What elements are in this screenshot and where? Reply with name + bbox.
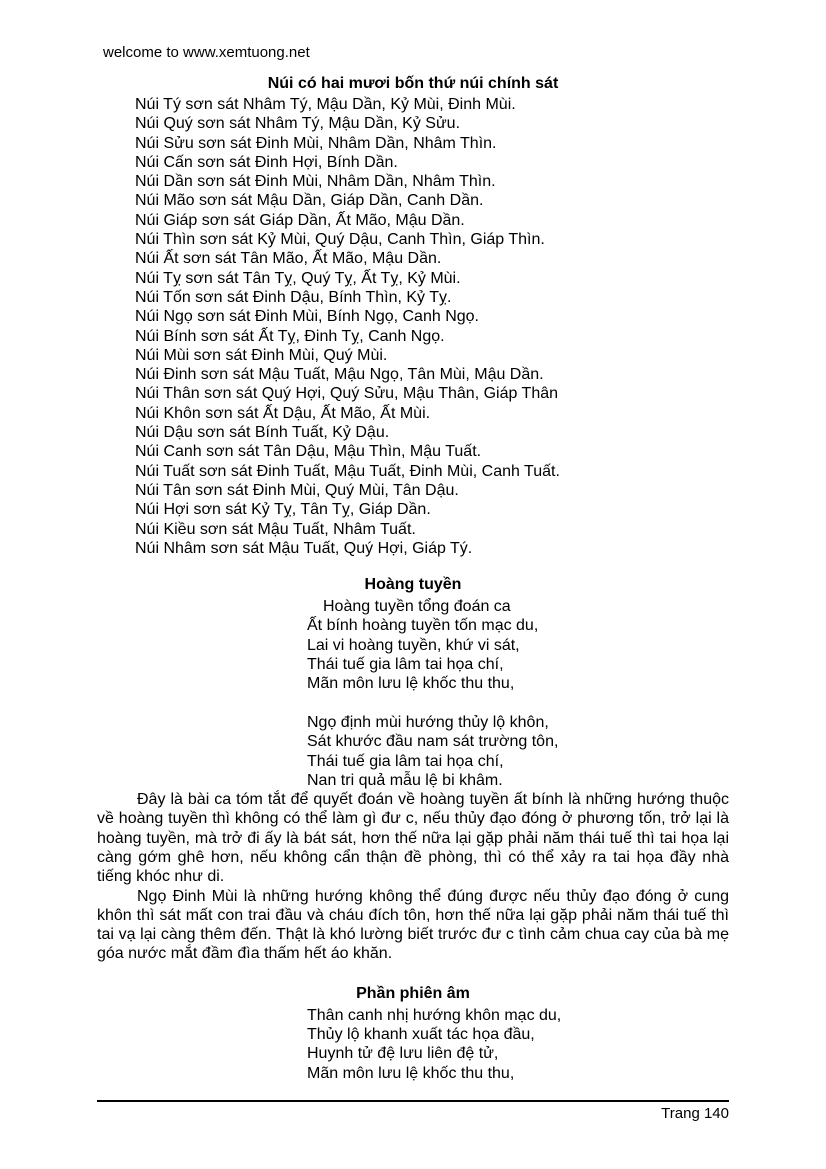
hoang-tuyen-stanza-1 [97,597,729,693]
verse-line: Thủy lộ khanh xuất tác họa đầu, [307,1026,535,1044]
hoang-tuyen-paragraph-2: Ngọ Đinh Mùi là những hướng không thể đúng được nếu thủy đạo đóng ở cung khôn thì sát mất con trai đầu và cháu đích tôn, hơn thế nữa lại gặp phải năm thái tuế thì tai vạ lại càng thêm đến. Thật là khó lường biết trước đư c tình cảm chua cay của bà mẹ góa nước mắt đầm đìa thấm hết áo khăn. [97,887,729,963]
document-page [97,44,729,1083]
hoang-tuyen-paragraph-1: Đây là bài ca tóm tắt để quyết đoán về hoàng tuyền ất bính là những hướng thuộc về hoàng tuyền thì không có thể làm gì đư c, nếu thủy đạo đóng ở phương tốn, trở lại là hoàng tuyền, mà trở đi ấy là bát sát, hơn thế nữa lại gặp phải năm thái tuế thì tai họa lại càng gớm ghê hơn, nếu không cẩn thận đề phòng, thì có thể xảy ra tai họa đầy nhà tiếng khóc như di. [97,791,729,886]
mountain-line: Núi Mùi sơn sát Đinh Mùi, Quý Mùi. [135,346,388,364]
mountain-line: Núi Tý sơn sát Nhâm Tý, Mậu Dần, Kỷ Mùi, Đinh Mùi. [135,96,516,113]
mountain-line: Núi Kiều sơn sát Mậu Tuất, Nhâm Tuất. [135,520,416,538]
verse-line: Sát khước đầu nam sát trường tôn, [307,733,559,751]
verse-line: Hoàng tuyền tổng đoán ca [323,598,511,616]
mountain-line: Núi Thìn sơn sát Kỷ Mùi, Quý Dậu, Canh Thìn, Giáp Thìn. [135,231,545,249]
verse-line: Thái tuế gia lâm tai họa chí, [307,752,504,770]
hoang-tuyen-title: Hoàng tuyền [364,576,462,594]
stanza-gap [97,694,729,713]
verse-line: Ngọ định mùi hướng thủy lộ khôn, [307,713,549,731]
mountain-list [97,95,729,558]
mountain-line: Núi Mão sơn sát Mậu Dần, Giáp Dần, Canh Dần. [135,192,484,210]
hoang-tuyen-stanza-2 [97,713,729,790]
mountain-line: Núi Đinh sơn sát Mậu Tuất, Mậu Ngọ, Tân Mùi, Mậu Dần. [135,366,544,384]
mountain-line: Núi Tuất sơn sát Đinh Tuất, Mậu Tuất, Đinh Mùi, Canh Tuất. [135,462,560,480]
verse-line: Ất bính hoàng tuyền tốn mạc du, [307,617,539,635]
mountains-section-title: Núi có hai mươi bốn thứ núi chính sát [267,75,559,92]
phonetic-section-title: Phần phiên âm [356,984,470,1002]
mountain-line: Núi Tân sơn sát Đinh Mùi, Quý Mùi, Tân Dậu. [135,481,459,499]
mountain-line: Núi Dậu sơn sát Bính Tuất, Kỷ Dậu. [135,424,390,442]
verse-line: Lai vi hoàng tuyền, khứ vi sát, [307,636,520,654]
footer-rule [97,1100,729,1123]
mountain-line: Núi Hợi sơn sát Kỷ Tỵ, Tân Tỵ, Giáp Dần. [135,501,431,519]
verse-line: Mãn môn lưu lệ khốc thu thu, [307,1064,515,1082]
mountain-line: Núi Sửu sơn sát Đinh Mùi, Nhâm Dần, Nhâm Thìn. [135,134,497,152]
verse-line: Thân canh nhị hướng khôn mạc du, [307,1006,562,1024]
mountain-line: Núi Tốn sơn sát Đinh Dậu, Bính Thìn, Kỷ Tỵ. [135,288,452,306]
verse-line: Thái tuế gia lâm tai họa chí, [307,656,504,674]
mountain-line: Núi Dần sơn sát Đinh Mùi, Nhâm Dần, Nhâm Thìn. [135,173,496,191]
mountain-line: Núi Canh sơn sát Tân Dậu, Mậu Thìn, Mậu Tuất. [135,443,482,461]
mountain-line: Núi Khôn sơn sát Ất Dậu, Ất Mão, Ất Mùi. [135,404,431,422]
mountain-line: Núi Nhâm sơn sát Mậu Tuất, Quý Hợi, Giáp Tý. [135,539,473,557]
verse-line: Mãn môn lưu lệ khốc thu thu, [307,675,515,693]
mountain-line: Núi Tỵ sơn sát Tân Tỵ, Quý Tỵ, Ất Tỵ, Kỷ Mùi. [135,269,461,287]
mountain-line: Núi Giáp sơn sát Giáp Dần, Ất Mão, Mậu Dần. [135,211,465,229]
verse-line: Huynh tử đệ lưu liên đệ tử, [307,1045,499,1063]
page-number: Trang 140 [661,1105,729,1122]
mountain-line: Núi Cấn sơn sát Đinh Hợi, Bính Dần. [135,153,398,171]
verse-line: Nan tri quả mẫu lệ bi khâm. [307,771,503,789]
phonetic-stanza [97,1006,729,1083]
site-header-text: welcome to www.xemtuong.net [103,44,310,61]
mountain-line: Núi Quý sơn sát Nhâm Tý, Mậu Dần, Kỷ Sửu. [135,115,461,133]
mountain-line: Núi Ngọ sơn sát Đinh Mùi, Bính Ngọ, Canh Ngọ. [135,308,479,326]
mountain-line: Núi Thân sơn sát Quý Hợi, Quý Sửu, Mậu Thân, Giáp Thân [135,385,559,403]
mountain-line: Núi Bính sơn sát Ất Tỵ, Đinh Tỵ, Canh Ngọ. [135,327,445,345]
mountain-line: Núi Ất sơn sát Tân Mão, Ất Mão, Mậu Dần. [135,250,442,268]
